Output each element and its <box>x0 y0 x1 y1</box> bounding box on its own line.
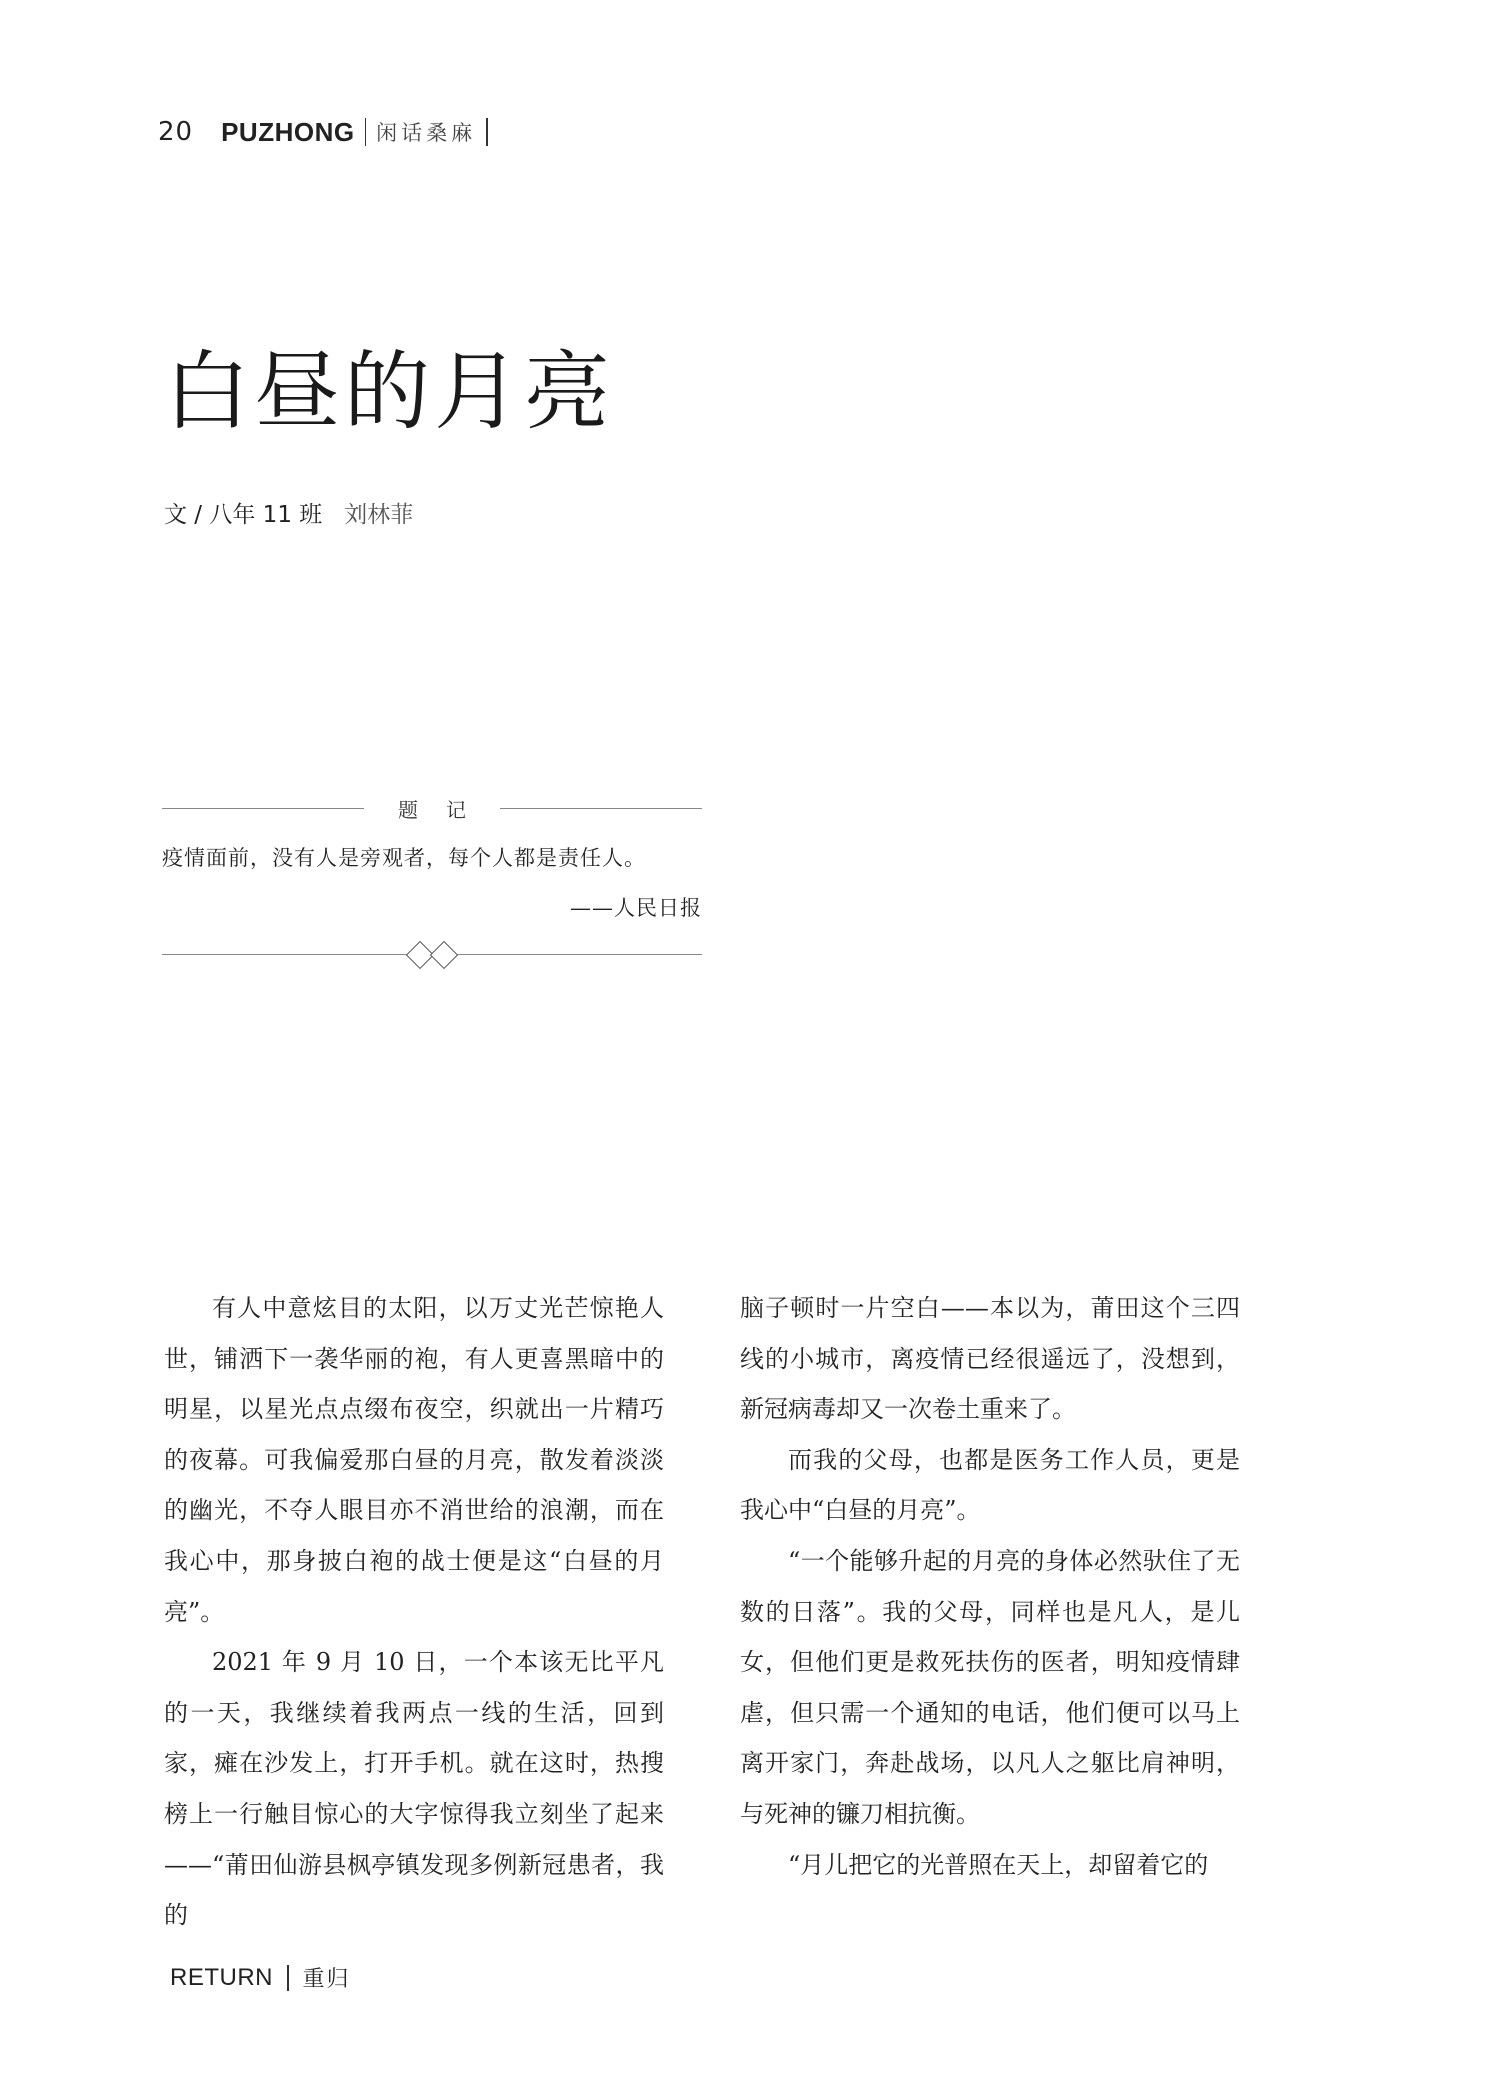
diamond-ornament-right <box>430 941 458 969</box>
header-divider <box>365 118 367 146</box>
magazine-brand: PUZHONG <box>221 116 355 147</box>
epigraph-footer <box>162 940 702 970</box>
epigraph-text: 疫情面前，没有人是旁观者，每个人都是责任人。 <box>162 846 646 870</box>
byline <box>164 496 413 529</box>
section-name: 闲话桑麻 <box>376 121 477 145</box>
paragraph: “一个能够升起的月亮的身体必然驮住了无数的日落”。我的父母，同样也是凡人，是儿女，但他们更是救死扶伤的医者，明知疫情肆虐，但只需一个通知的电话，他们便可以马上离开家门，奔赴战场，以凡人之躯比肩神明，与死神的镰刀相抗衡。 <box>740 1546 1240 1828</box>
body-column-left <box>164 1283 664 1941</box>
epigraph-source: ——人民日报 <box>570 896 702 920</box>
page-header <box>158 112 498 152</box>
epigraph-box <box>162 790 702 970</box>
page-number: 20 <box>158 117 194 147</box>
author-name: 刘林菲 <box>344 502 414 528</box>
epigraph-header <box>162 790 702 826</box>
epigraph-rule-left <box>162 808 364 809</box>
paragraph: 有人中意炫目的太阳，以万丈光芒惊艳人世，铺洒下一袭华丽的袍，有人更喜黑暗中的明星，以星光点点缀布夜空，织就出一片精巧的夜幕。可我偏爱那白昼的月亮，散发着淡淡的幽光，不夺人眼目亦不消世给的浪潮，而在我心中，那身披白袍的战士便是这“白昼的月亮”。 <box>164 1294 664 1626</box>
epigraph-label: 题记 <box>398 797 494 822</box>
paragraph: 2021 年 9 月 10 日，一个本该无比平凡的一天，我继续着我两点一线的生活，回到家，瘫在沙发上，打开手机。就在这时，热搜榜上一行触目惊心的大字惊得我立刻坐了起来——“莆田仙游县枫亭镇发现多例新冠患者，我的 <box>164 1648 664 1930</box>
epigraph-rule-right <box>500 808 702 809</box>
footer-section-zh: 重归 <box>302 1967 351 1992</box>
paragraph: “月儿把它的光普照在天上，却留着它的 <box>788 1850 1209 1879</box>
byline-class: 文 / 八年 11 班 <box>164 502 323 528</box>
body-column-right <box>740 1283 1240 1890</box>
page-footer <box>170 1962 351 1993</box>
header-divider-end <box>486 118 488 146</box>
article-title: 白昼的月亮 <box>164 342 614 442</box>
paragraph-continued: 脑子顿时一片空白——本以为，莆田这个三四线的小城市，离疫情已经很遥远了，没想到，新冠病毒却又一次卷土重来了。 <box>740 1294 1240 1424</box>
footer-section-en: RETURN <box>170 1963 273 1991</box>
footer-divider <box>287 1965 289 1991</box>
paragraph: 而我的父母，也都是医务工作人员，更是我心中“白昼的月亮”。 <box>740 1445 1240 1525</box>
